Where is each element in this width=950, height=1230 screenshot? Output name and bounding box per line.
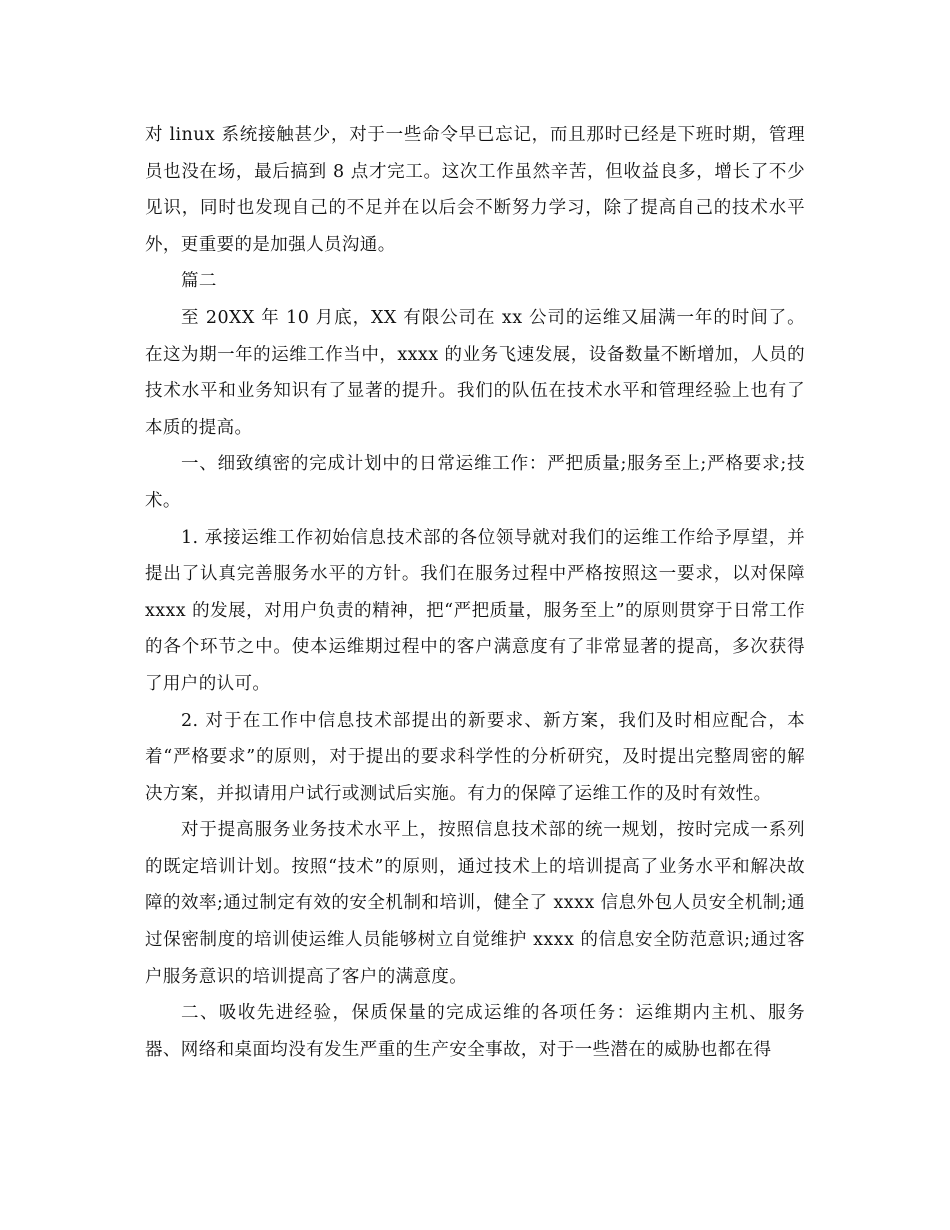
section-heading-part-two: 篇二 xyxy=(181,271,217,292)
paragraph-annual-overview: 至 20XX 年 10 月底，XX 有限公司在 xx 公司的运维又届满一年的时间了。在这为期一年的运维工作当中，xxxx 的业务飞速发展，设备数量不断增加，人员的技术水平和业务知识有了显著的提升。我们的队伍在技术水平和管理经验上也有了本质的提高。 xyxy=(145,307,805,438)
paragraph-training: 对于提高服务业务技术水平上，按照信息技术部的统一规划，按时完成一系列的既定培训计划。按照“技术”的原则，通过技术上的培训提高了业务水平和解决故障的效率;通过制定有效的安全机制和培训，健全了 xxxx 信息外包人员安全机制;通过保密制度的培训使运维人员能够树立自觉维护 xxxx 的信息安全防范意识;通过客户服务意识的培训提高了客户的满意度。 xyxy=(145,820,805,987)
paragraph-linux-contact: 对 linux 系统接触甚少，对于一些命令早已忘记，而且那时已经是下班时期，管理员也没在场，最后搞到 8 点才完工。这次工作虽然辛苦，但收益良多，增长了不少见识，同时也发现自己的不足并在以后会不断努力学习，除了提高自己的技术水平外，更重要的是加强人员沟通。 xyxy=(145,125,805,255)
paragraph-section-one-heading: 一、细致缜密的完成计划中的日常运维工作：严把质量;服务至上;严格要求;技术。 xyxy=(145,454,805,511)
paragraph-item-one: 1. 承接运维工作初始信息技术部的各位领导就对我们的运维工作给予厚望，并提出了认真完善服务水平的方针。我们在服务过程中严格按照这一要求，以对保障 xxxx 的发展，对用户负责的精神，把“严把质量，服务至上”的原则贯穿于日常工作的各个环节之中。使本运维期过程中的客户满意度有了非常显著的提高，多次获得了用户的认可。 xyxy=(145,527,805,694)
paragraph-section-two-heading: 二、吸收先进经验，保质保量的完成运维的各项任务：运维期内主机、服务器、网络和桌面均没有发生严重的生产安全事故，对于一些潜在的威胁也都在得 xyxy=(145,1003,805,1060)
document-body xyxy=(145,117,805,1068)
paragraph-item-two: 2. 对于在工作中信息技术部提出的新要求、新方案，我们及时相应配合，本着“严格要求”的原则，对于提出的要求科学性的分析研究，及时提出完整周密的解决方案，并拟请用户试行或测试后实施。有力的保障了运维工作的及时有效性。 xyxy=(145,710,805,804)
